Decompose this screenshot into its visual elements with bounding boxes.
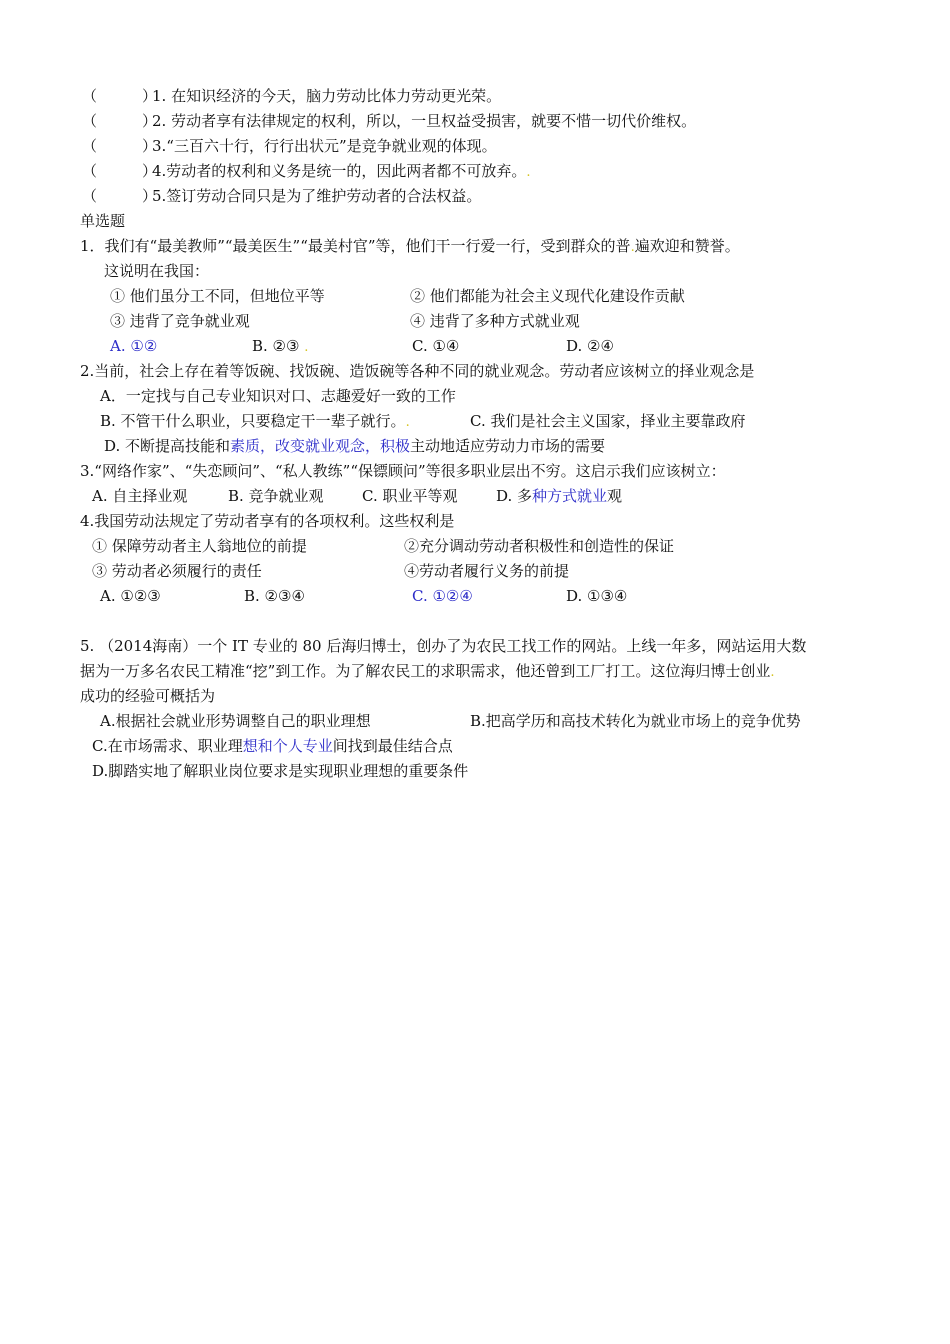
- question-4-stem: 4.我国劳动法规定了劳动者享有的各项权利。这些权利是: [80, 512, 455, 530]
- question-1-statement-2: ② 他们都能为社会主义现代化建设作贡献: [410, 287, 685, 305]
- mark-dot: .: [770, 665, 775, 680]
- question-5-stem-line-3: 成功的经验可概括为: [80, 687, 216, 705]
- question-5-stem-line-2: [80, 661, 774, 683]
- question-5-option-c-part-1: C.在市场需求、职业理: [92, 737, 243, 755]
- judgement-item-3: [82, 136, 497, 156]
- question-5-stem-line-2-text: 据为一万多名农民工精准“挖”到工作。为了解农民工的求职需求，他还曾到工厂打工。这位海归博士创业: [80, 662, 771, 680]
- mark-dot: .: [304, 340, 309, 355]
- question-1-statement-4: ④ 违背了多种方式就业观: [410, 312, 580, 330]
- question-1-choice-c: C. ①④: [412, 337, 460, 355]
- question-3-option-d-part-1: D. 多: [496, 487, 533, 505]
- mark-dot: .: [526, 165, 531, 180]
- question-2-option-d-part-1: D. 不断提高技能和: [104, 437, 231, 455]
- question-2-option-d-part-3: 主动地适应劳动力市场的需要: [410, 437, 606, 455]
- question-3-option-b: B. 竞争就业观: [228, 487, 324, 505]
- judgement-item-2: [82, 111, 696, 131]
- question-4-choice-a-text: A. ①②③: [100, 587, 161, 605]
- section-title: 单选题: [80, 212, 126, 230]
- question-2-option-d-part-2: 素质，改变就业观念，积极: [230, 437, 411, 455]
- question-4-choice-a: [100, 586, 161, 606]
- answer-blank: （ ）: [82, 162, 158, 180]
- question-4-statement-4: ④劳动者履行义务的前提: [404, 562, 570, 580]
- question-4-choice-d: D. ①③④: [566, 587, 628, 605]
- question-5-option-c: [92, 736, 453, 756]
- question-5-option-a: A.根据社会就业形势调整自己的职业理想: [100, 712, 371, 730]
- question-1-statement-3: ③ 违背了竞争就业观: [110, 312, 250, 330]
- question-4-choice-b: B. ②③④: [244, 587, 305, 605]
- question-2-option-b: [100, 411, 410, 433]
- question-3-option-a: A. 自主择业观: [92, 487, 188, 505]
- mark-dot: .: [630, 240, 635, 255]
- judgement-text: 5.签订劳动合同只是为了维护劳动者的合法权益。: [152, 187, 482, 205]
- question-3-option-d: [496, 486, 622, 506]
- answer-blank: （ ）: [82, 87, 158, 105]
- judgement-text: 4.劳动者的权利和义务是统一的，因此两者都不可放弃。: [152, 162, 527, 180]
- judgement-item-4: [82, 161, 530, 183]
- mark-dot: .: [405, 415, 410, 430]
- question-3-option-c: C. 职业平等观: [362, 487, 458, 505]
- question-1-choice-d: D. ②④: [566, 337, 614, 355]
- judgement-text: 1. 在知识经济的今天，脑力劳动比体力劳动更光荣。: [152, 87, 502, 105]
- judgement-item-5: [82, 186, 481, 206]
- answer-blank: （ ）: [82, 112, 158, 130]
- question-1-statement-1: ① 他们虽分工不同，但地位平等: [110, 287, 325, 305]
- question-5-option-b: B.把高学历和高技术转化为就业市场上的竞争优势: [470, 712, 801, 730]
- question-2-option-a: A．一定找与自己专业知识对口、志趣爱好一致的工作: [100, 387, 456, 405]
- question-3-stem: 3.“网络作家”、“失恋顾问”、“私人教练”“保镖顾问”等很多职业层出不穷。这启示我们应该树立：: [80, 462, 726, 480]
- question-1-choice-a: A. ①②: [110, 337, 158, 355]
- question-5-option-c-part-3: 间找到最佳结合点: [332, 737, 453, 755]
- question-4-statement-3: ③ 劳动者必须履行的责任: [92, 562, 262, 580]
- judgement-text: 3.“三百六十行，行行出状元”是竞争就业观的体现。: [152, 137, 497, 155]
- question-1-stem-part-b: 遍欢迎和赞誉。: [634, 237, 740, 255]
- judgement-item-1: [82, 86, 501, 106]
- question-4-choice-c: C. ①②④: [412, 587, 473, 605]
- question-2-option-c: C. 我们是社会主义国家，择业主要靠政府: [470, 412, 746, 430]
- question-4-statement-2: ②充分调动劳动者积极性和创造性的保证: [404, 537, 675, 555]
- answer-blank: （ ）: [82, 137, 158, 155]
- judgement-text: 2. 劳动者享有法律规定的权利，所以，一旦权益受损害，就要不惜一切代价维权。: [152, 112, 697, 130]
- question-4-statement-1: ① 保障劳动者主人翁地位的前提: [92, 537, 307, 555]
- question-1-stem: [80, 236, 740, 258]
- question-3-option-d-part-3: 观: [607, 487, 623, 505]
- question-1-choice-b: [252, 336, 308, 358]
- question-5-stem-line-1: 5. （2014海南）一个 IT 专业的 80 后海归博士，创办了为农民工找工作的网站。上线一年多，网站运用大数: [80, 637, 807, 655]
- question-5-option-d: D.脚踏实地了解职业岗位要求是实现职业理想的重要条件: [92, 762, 469, 780]
- question-3-option-d-part-2: 种方式就业: [532, 487, 608, 505]
- question-2-option-b-text: B. 不管干什么职业，只要稳定干一辈子就行。: [100, 412, 406, 430]
- question-2-stem: 2.当前，社会上存在着等饭碗、找饭碗、造饭碗等各种不同的就业观念。劳动者应该树立的择业观念是: [80, 362, 755, 380]
- question-1-choice-b-text: B. ②③: [252, 337, 300, 355]
- question-2-option-d: [104, 436, 605, 456]
- question-5-option-c-part-2: 想和个人专业: [242, 737, 333, 755]
- answer-blank: （ ）: [82, 187, 158, 205]
- question-1-stem-part-a: 1．我们有“最美教师”“最美医生”“最美村官”等，他们干一行爱一行，受到群众的普: [80, 237, 631, 255]
- question-1-stem-line-2: 这说明在我国：: [104, 262, 210, 280]
